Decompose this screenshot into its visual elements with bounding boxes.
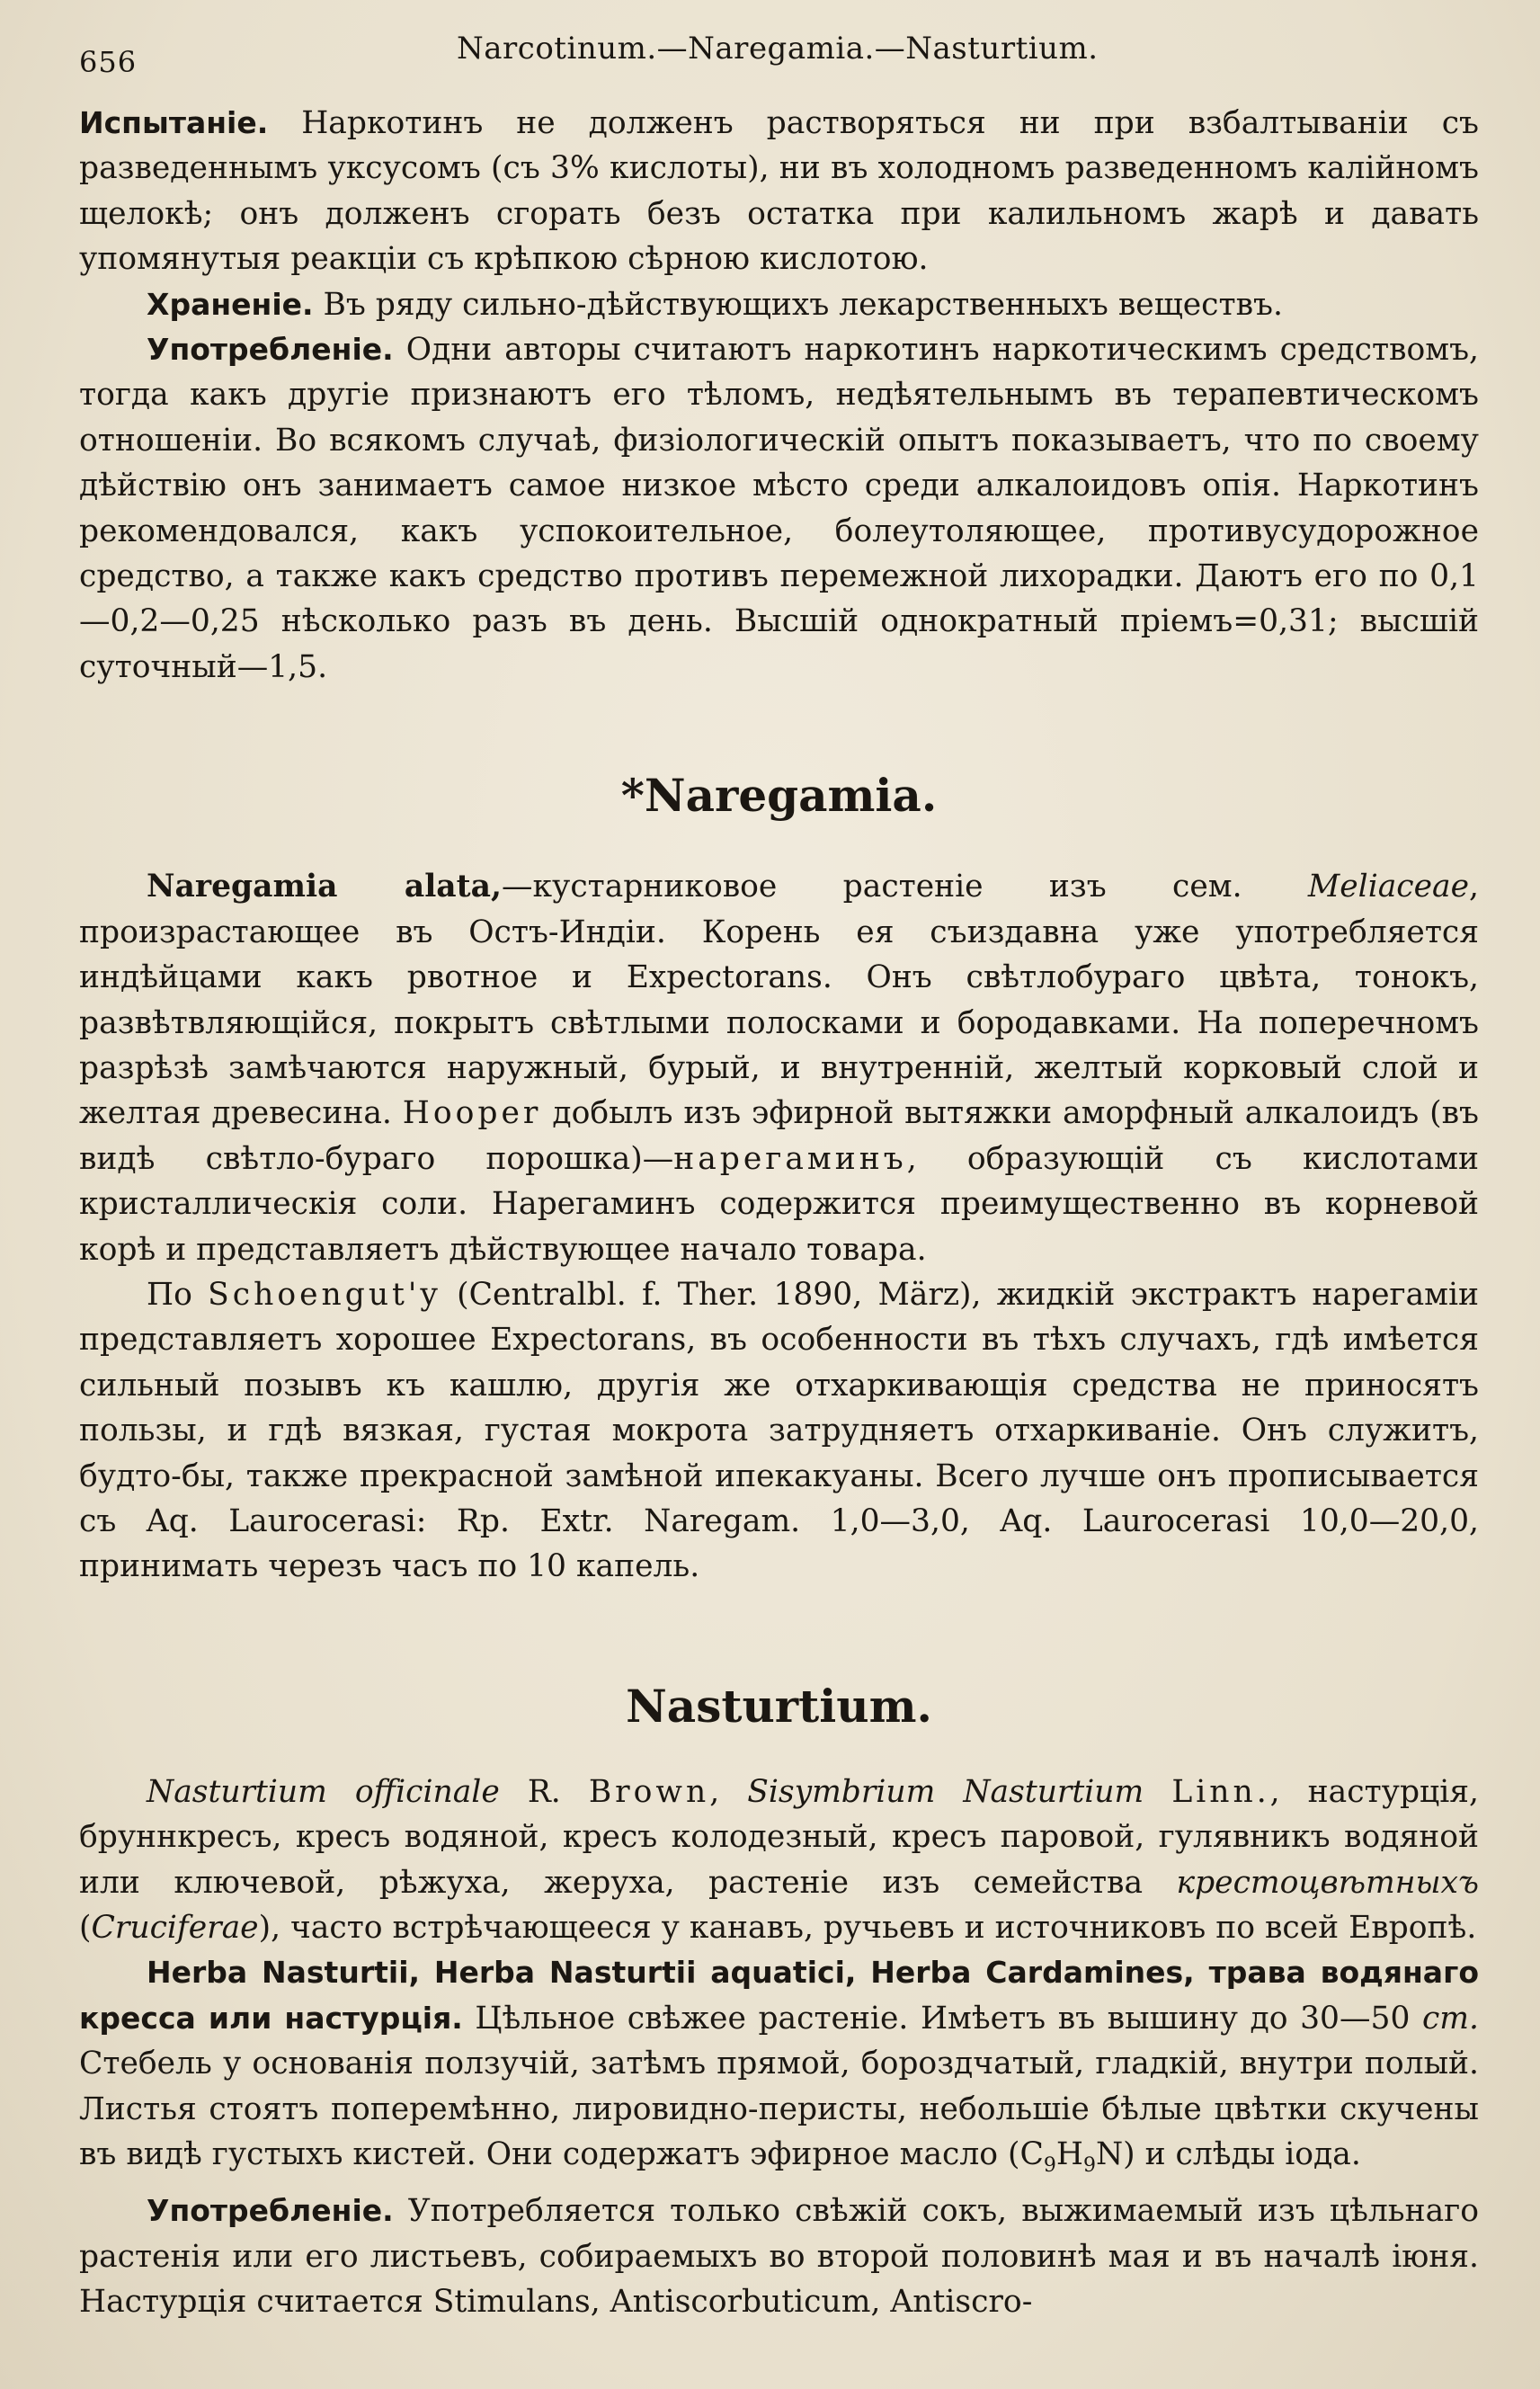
author-name: Hooper xyxy=(402,1095,542,1132)
author-name: Linn. xyxy=(1171,1773,1270,1810)
storage-label: Храненіе. xyxy=(147,286,314,322)
running-title: Narcotinum.—Naregamia.—Nasturtium. xyxy=(457,31,1099,67)
narcotinum-usage-paragraph xyxy=(79,327,1479,690)
nasturtium-usage-paragraph xyxy=(79,2188,1479,2324)
text-run: R. xyxy=(499,1773,589,1810)
usage-label: Употребленіе. xyxy=(147,2193,394,2229)
family-name: Meliaceae xyxy=(1307,869,1470,905)
page-number: 656 xyxy=(79,45,138,79)
page-body xyxy=(79,101,1479,2325)
text-run: Цѣльное свѣжее растеніе. Имѣетъ въ вышину до 30—50 xyxy=(462,2000,1422,2037)
text-run: ( xyxy=(79,1910,92,1946)
nasturtium-heading: Nasturtium. xyxy=(626,1679,932,1733)
test-text: Наркотинъ не долженъ растворяться ни при взбалтываніи съ разведеннымъ уксусомъ (съ 3% кислоты), ни въ холодномъ разведенномъ калійномъ щелокѣ; онъ долженъ сгорать безъ остатка при калильномъ жарѣ и давать упомянутыя реакціи съ крѣпкою сѣрною кислотою. xyxy=(79,105,1479,278)
author-name: Brown xyxy=(588,1773,710,1810)
text-run: —кустарниковое растеніе изъ сем. xyxy=(501,869,1308,905)
text-run: N) и слѣды іода. xyxy=(1095,2136,1361,2173)
narcotinum-test-paragraph xyxy=(79,101,1479,282)
text-run: H xyxy=(1055,2136,1083,2173)
text-run: , произрастающее въ Остъ-Индіи. Корень ея съиздавна уже употребляется индѣйцами какъ рвотное и Expectorans. Онъ свѣтлобураго цвѣта, тонокъ, развѣтвляющійся, покрытъ свѣтлыми полосками и бородавками. На поперечномъ разрѣзѣ замѣчаются наружный, бурый, и внутренній, желтый корковый слой и желтая древесина. xyxy=(79,869,1479,1132)
storage-text: Въ ряду сильно-дѣйствующихъ лекарственныхъ веществъ. xyxy=(323,286,1283,323)
text-run: (Centralbl. f. Ther. 1890, März), жидкій экстрактъ нарегаміи представляетъ хорошее Expectorans, въ особенности въ тѣхъ случахъ, гдѣ имѣется сильный позывъ къ кашлю, другія же отхаркивающія средства не приносятъ пользы, и гдѣ вязкая, густая мокрота затрудняетъ отхаркиваніе. Онъ служитъ, будто-бы, также прекрасной замѣной ипекакуаны. Всего лучше онъ прописывается съ Aq. Laurocerasi: Rp. Extr. Naregam. 1,0—3,0, Aq. Laurocerasi 10,0—20,0, принимать черезъ часъ по 10 капель. xyxy=(79,1276,1480,1585)
drug-names: Herba Nasturtii, Herba Nasturtii aquatici, Herba Cardamines, трава водянаго кресса или настурція. xyxy=(79,1955,1479,2036)
nasturtium-paragraph-1 xyxy=(79,1769,1479,1951)
usage-text: Одни авторы считаютъ наркотинъ наркотическимъ средствомъ, тогда какъ другіе признаютъ его тѣломъ, недѣятельнымъ въ терапевтическомъ отношеніи. Во всякомъ случаѣ, физіологическій опытъ показываетъ, что по своему дѣйствію онъ занимаетъ самое низкое мѣсто среди алкалоидовъ опія. Наркотинъ рекомендовался, какъ успокоительное, болеутоляющее, противусудорожное средство, а также какъ средство противъ перемежной лихорадки. Даютъ его по 0,1—0,2—0,25 нѣсколько разъ въ день. Высшій однократный пріемъ=0,31; высшій суточный—1,5. xyxy=(79,332,1479,685)
text-run: , настурція, бруннкресъ, кресъ водяной, кресъ колодезный, кресъ паровой, гулявникъ водяной или ключевой, рѣжуха, жеруха, растеніе изъ семейства xyxy=(79,1773,1479,1901)
text-run: ), часто встрѣчающееся у канавъ, ручьевъ и источниковъ по всей Европѣ. xyxy=(258,1910,1477,1946)
usage-text: Употребляется только свѣжій сокъ, выжимаемый изъ цѣльнаго растенія или его листьевъ, собираемыхъ во второй половинѣ мая и въ началѣ іюня. Настурція считается Stimulans, Antiscorbuticum, Antiscro- xyxy=(79,2193,1479,2321)
text-run: , образующій съ кислотами кристаллическія соли. Нарегаминъ содержится преимущественно въ корневой корѣ и представляетъ дѣйствующее начало товара. xyxy=(79,1140,1480,1268)
synonym-name: Sisymbrium Nasturtium xyxy=(747,1773,1144,1810)
naregamia-paragraph-1 xyxy=(79,864,1479,1272)
alkaloid-name: нарегаминъ xyxy=(673,1140,907,1177)
text-run: добылъ изъ эфирной вытяжки аморфный алкалоидъ (въ видѣ свѣтло-бураго порошка)— xyxy=(79,1095,1479,1177)
text-run: По xyxy=(147,1276,209,1313)
family-name-lat: Cruciferae xyxy=(91,1910,259,1946)
family-name-ru: крестоцвѣтныхъ xyxy=(1176,1864,1479,1901)
species-name: Nasturtium officinale xyxy=(147,1773,500,1810)
running-head xyxy=(79,27,1479,81)
naregamia-paragraph-2 xyxy=(79,1272,1479,1590)
naregamia-heading: *Naregamia. xyxy=(620,769,938,823)
subscript: 9 xyxy=(1043,2153,1056,2177)
usage-label: Употребленіе. xyxy=(147,332,394,368)
text-run: , xyxy=(709,1773,748,1810)
test-label: Испытаніе. xyxy=(79,105,269,140)
unit: cm. xyxy=(1421,2000,1479,2037)
subscript: 9 xyxy=(1082,2153,1096,2177)
naregamia-name: Naregamia alata, xyxy=(147,869,502,905)
text-run: Стебель у основанія ползучій, затѣмъ прямой, бороздчатый, гладкій, внутри полый. Листья стоятъ поперемѣнно, лировидно-перисты, небольшіе бѣлые цвѣтки скучены въ видѣ густыхъ кистей. Они содержатъ эфирное масло (C xyxy=(79,2046,1479,2173)
narcotinum-storage-paragraph xyxy=(79,282,1479,327)
nasturtium-paragraph-2 xyxy=(79,1950,1479,2188)
author-name: Schoengut'y xyxy=(208,1276,441,1313)
text-run xyxy=(1144,1774,1171,1810)
